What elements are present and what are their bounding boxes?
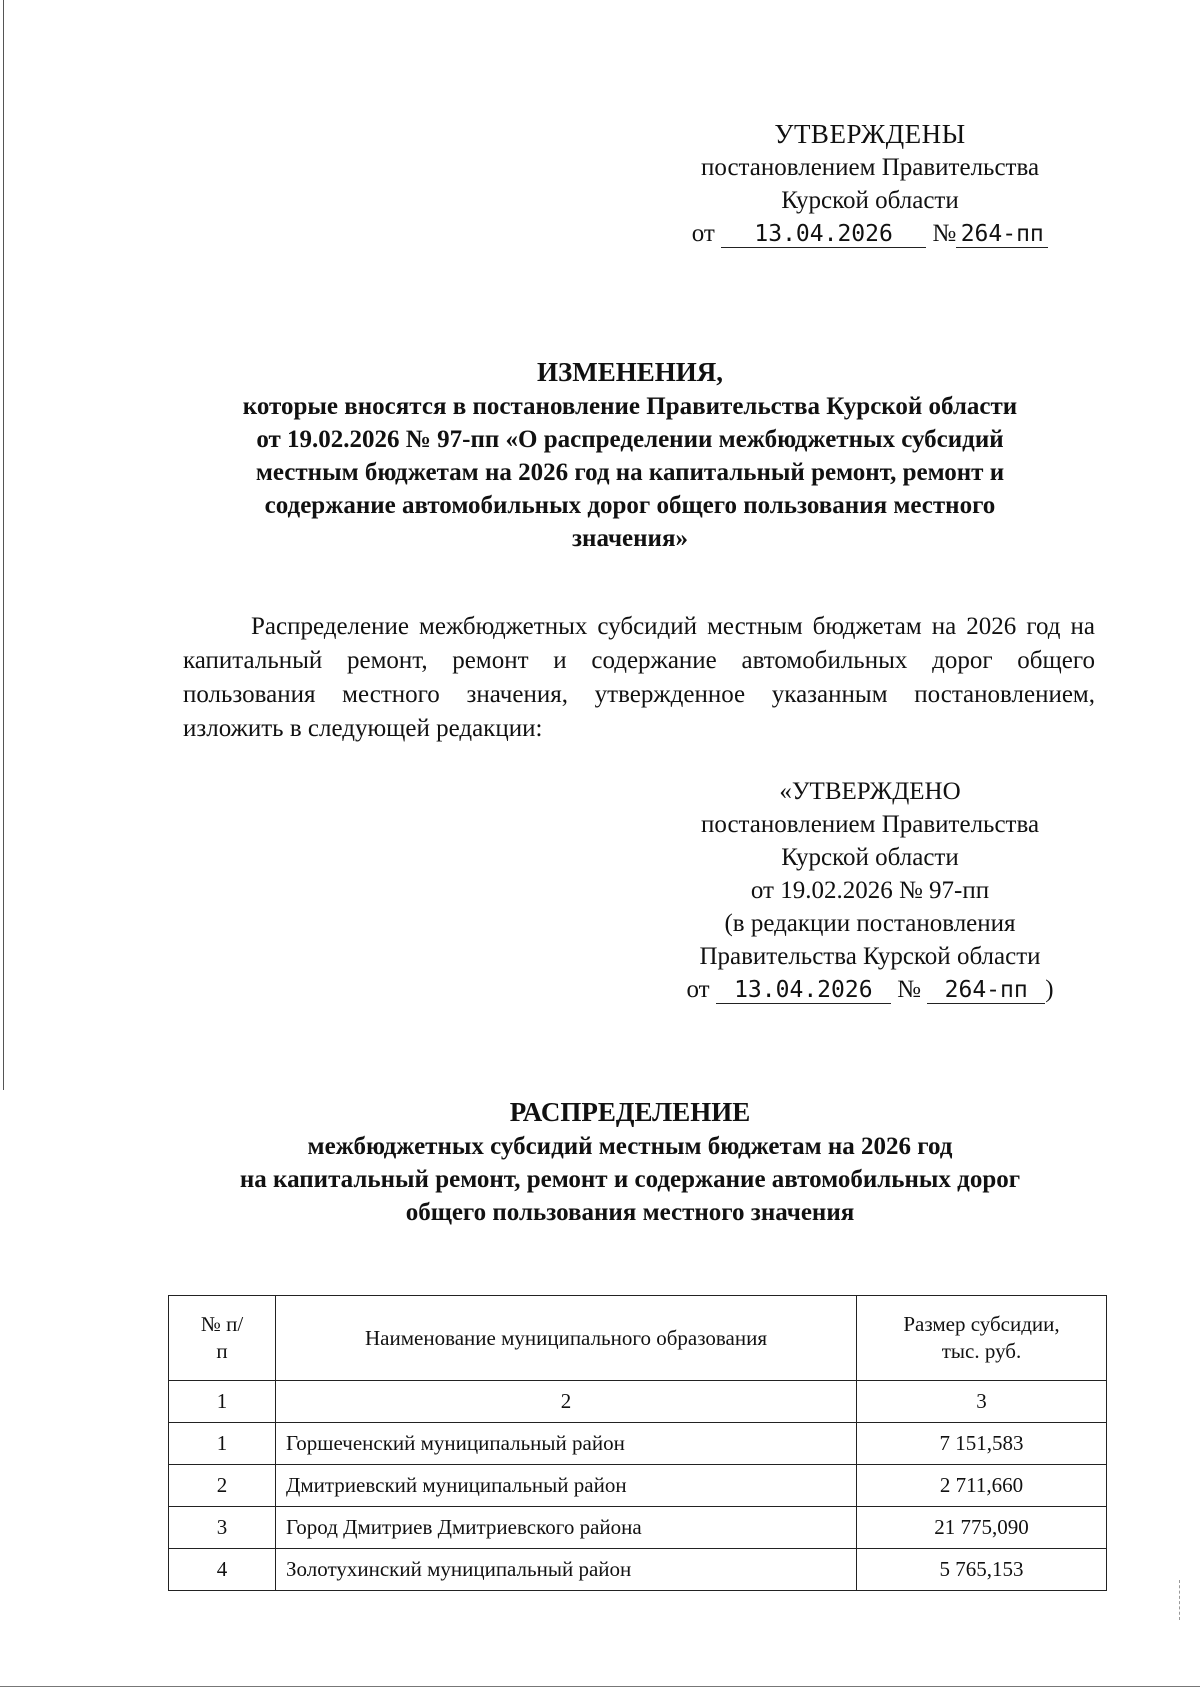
approval-date: 13.04.2026 — [716, 977, 891, 1004]
distribution-subtitle-line: межбюджетных субсидий местным бюджетам на 2026 год — [307, 1133, 953, 1160]
row-number: 3 — [169, 1507, 276, 1549]
changes-heading — [160, 355, 1100, 555]
row-number: 1 — [169, 1423, 276, 1465]
table-index-row — [169, 1381, 1107, 1423]
row-sum: 7 151,583 — [857, 1423, 1107, 1465]
distribution-subtitle-line: на капитальный ремонт, ремонт и содержание автомобильных дорог — [239, 1166, 1021, 1193]
approval-block-inner — [630, 775, 1110, 1006]
table-row — [169, 1549, 1107, 1591]
approval-block-top — [630, 118, 1110, 250]
row-name: Дмитриевский муниципальный район — [276, 1465, 857, 1507]
approval-title: «УТВЕРЖДЕНО — [779, 778, 961, 805]
body-paragraph: Распределение межбюджетных субсидий местным бюджетам на 2026 год на капитальный ремонт, ремонт и содержание автомобильных дорог общего пользования местного значения, утвержденное указанным постановлением, изложить в следующей редакции: — [183, 613, 1095, 742]
approval-date: 13.04.2026 — [721, 221, 926, 248]
changes-subtitle-line: от 19.02.2026 № 97-пп «О распределении межбюджетных субсидий — [256, 426, 1004, 453]
table-row — [169, 1507, 1107, 1549]
changes-subtitle-line: содержание автомобильных дорог общего пользования местного — [264, 492, 996, 519]
approval-line: постановлением Правительства — [700, 811, 1040, 838]
table-row — [169, 1423, 1107, 1465]
approval-line: Курской области — [781, 187, 959, 214]
table-row — [169, 1465, 1107, 1507]
distribution-subtitle-line: общего пользования местного значения — [405, 1199, 855, 1226]
scan-edge-bottom — [0, 1686, 1200, 1687]
approval-line: (в редакции постановления — [724, 910, 1016, 937]
approval-line: Курской области — [781, 844, 959, 871]
approval-number: 264-пп — [956, 221, 1048, 248]
index-cell: 1 — [169, 1381, 276, 1423]
row-name: Золотухинский муниципальный район — [276, 1549, 857, 1591]
scan-mark-right — [1179, 1580, 1181, 1620]
changes-subtitle-line: значения» — [572, 525, 688, 552]
approval-line: от 19.02.2026 № 97-пп — [750, 877, 990, 904]
approval-date-line — [630, 973, 1110, 1006]
approval-number: 264-пп — [927, 977, 1045, 1004]
changes-title: ИЗМЕНЕНИЯ, — [536, 357, 723, 387]
approval-line: постановлением Правительства — [700, 154, 1040, 181]
number-prefix: № — [932, 220, 957, 247]
row-name: Горшеченский муниципальный район — [276, 1423, 857, 1465]
subsidy-table — [168, 1295, 1107, 1591]
approval-date-line — [630, 217, 1110, 250]
approval-title: УТВЕРЖДЕНЫ — [774, 119, 966, 149]
distribution-heading — [160, 1095, 1100, 1229]
date-prefix: от — [691, 220, 715, 247]
number-prefix: № — [897, 976, 921, 1003]
header-number: № п/п — [169, 1296, 276, 1381]
changes-subtitle-line: которые вносятся в постановление Правительства Курской области — [242, 393, 1018, 420]
row-number: 2 — [169, 1465, 276, 1507]
scan-edge-left — [3, 0, 4, 1090]
index-cell: 3 — [857, 1381, 1107, 1423]
header-name: Наименование муниципального образования — [276, 1296, 857, 1381]
distribution-title: РАСПРЕДЕЛЕНИЕ — [509, 1097, 751, 1127]
closing-bracket: ) — [1045, 976, 1054, 1003]
table-header-row — [169, 1296, 1107, 1381]
index-cell: 2 — [276, 1381, 857, 1423]
row-sum: 5 765,153 — [857, 1549, 1107, 1591]
date-prefix: от — [686, 976, 710, 1003]
row-name: Город Дмитриев Дмитриевского района — [276, 1507, 857, 1549]
row-number: 4 — [169, 1549, 276, 1591]
row-sum: 21 775,090 — [857, 1507, 1107, 1549]
row-sum: 2 711,660 — [857, 1465, 1107, 1507]
changes-subtitle-line: местным бюджетам на 2026 год на капитальный ремонт, ремонт и — [255, 459, 1005, 486]
header-sum: Размер субсидии, тыс. руб. — [857, 1296, 1107, 1381]
approval-line: Правительства Курской области — [699, 943, 1041, 970]
